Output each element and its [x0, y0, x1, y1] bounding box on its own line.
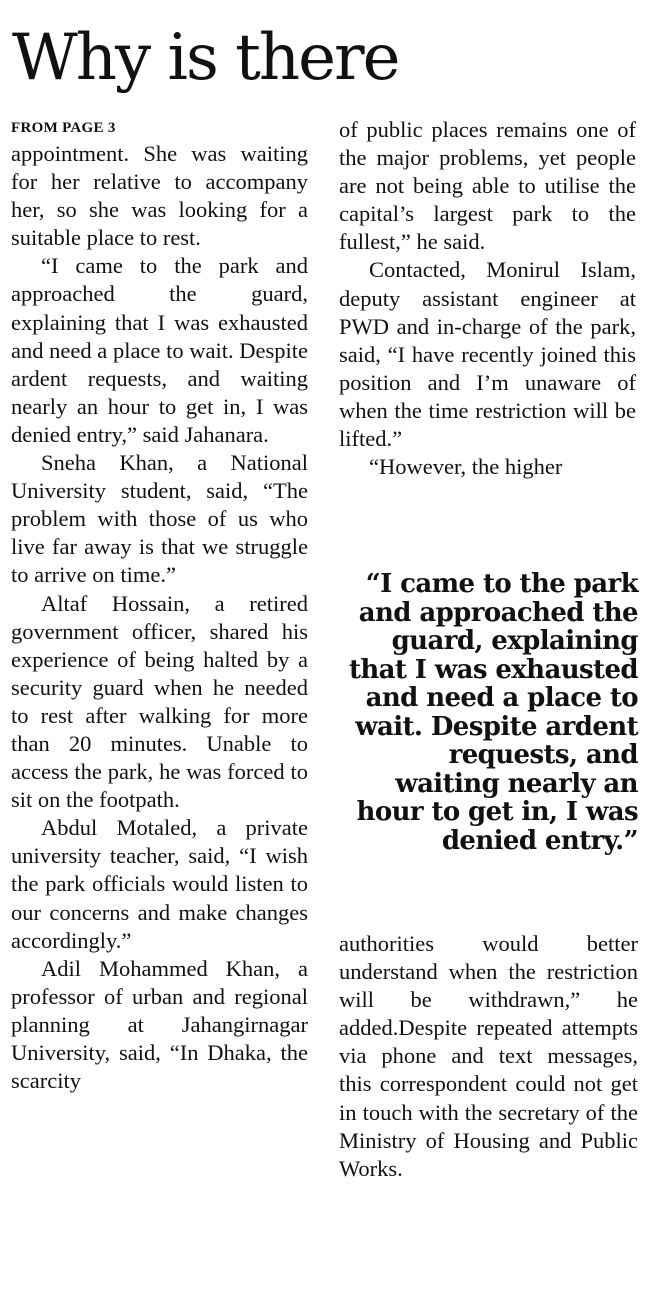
paragraph: Sneha Khan, a National University student, said, “The problem with those of us who live far away is that we struggle to arrive on time.”	[11, 450, 308, 588]
paragraph: of public places remains one of the major problems, yet people are not being able to utilise the capital’s largest park to the fullest,” he said.	[339, 117, 636, 255]
paragraph: Abdul Motaled, a private university teacher, said, “I wish the park officials would listen to our concerns and make changes accordingly.”	[11, 815, 308, 953]
paragraph: authorities would better understand when the restriction will be withdrawn,” he added.Despite repeated attempts via phone and text messages, this correspondent could not get in touch with the secretary of the Ministry of Housing and Public Works.	[339, 931, 638, 1181]
article-column-left	[11, 116, 308, 1095]
article-column-right-bottom	[339, 930, 638, 1183]
paragraph: “However, the higher	[369, 454, 563, 480]
paragraph: Altaf Hossain, a retired government officer, shared his experience of being halted by a security guard when he needed to rest after walking for more than 20 minutes. Unable to access the park, he was forced to sit on the footpath.	[11, 590, 308, 813]
paragraph: Adil Mohammed Khan, a professor of urban and regional planning at Jahangirnagar University, said, “In Dhaka, the scarcity	[11, 955, 308, 1094]
article-column-right-top	[339, 116, 636, 481]
headline: Why is there	[12, 21, 399, 95]
jump-kicker: FROM PAGE 3	[11, 120, 116, 136]
paragraph: appointment. She was waiting for her relative to accompany her, so she was looking for a suitable place to rest.	[11, 141, 308, 251]
paragraph: “I came to the park and approached the guard, explaining that I was exhausted and need a place to wait. Despite ardent requests, and waiting nearly an hour to get in, I was denied entry,” said Jahanara.	[11, 253, 308, 447]
pull-quote: “I came to the park and approached the guard, explaining that I was exhausted and need a place to wait. Despite ardent requests, and waiting nearly an hour to get in, I was denied entry.”	[348, 569, 638, 856]
paragraph: Contacted, Monirul Islam, deputy assistant engineer at PWD and in-charge of the park, said, “I have recently joined this position and I’m unaware of when the time restriction will be lifted.”	[339, 257, 636, 452]
